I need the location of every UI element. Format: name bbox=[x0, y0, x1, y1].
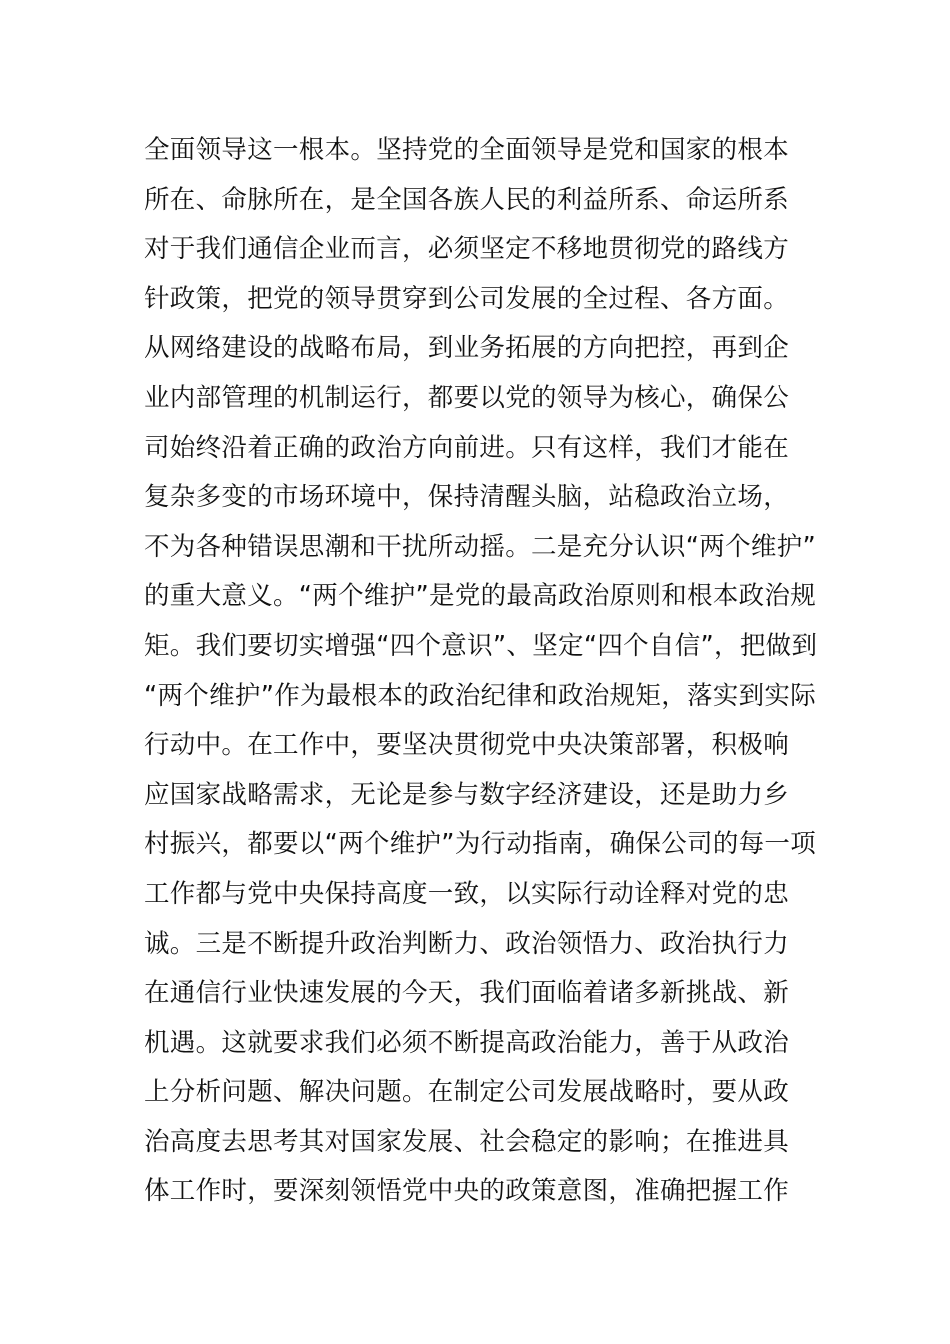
text-line: 治高度去思考其对国家发展、社会稳定的影响；在推进具 bbox=[144, 1126, 790, 1157]
text-line: 应国家战略需求，无论是参与数字经济建设，还是助力乡 bbox=[144, 779, 790, 810]
text-line: 在通信行业快速发展的今天，我们面临着诸多新挑战、新 bbox=[144, 978, 790, 1009]
text-line: “两个维护”作为最根本的政治纪律和政治规矩，落实到实际 bbox=[144, 680, 817, 711]
text-line: 上分析问题、解决问题。在制定公司发展战略时，要从政 bbox=[144, 1077, 790, 1108]
text-line: 工作都与党中央保持高度一致，以实际行动诠释对党的忠 bbox=[144, 878, 790, 909]
text-line: 不为各种错误思潮和干扰所动摇。二是充分认识“两个维护” bbox=[144, 531, 817, 562]
text-line: 的重大意义。“两个维护”是党的最高政治原则和根本政治规 bbox=[144, 581, 817, 612]
text-line: 体工作时，要深刻领悟党中央的政策意图，准确把握工作 bbox=[144, 1176, 790, 1207]
text-line: 针政策，把党的领导贯穿到公司发展的全过程、各方面。 bbox=[144, 283, 790, 314]
text-line: 对于我们通信企业而言，必须坚定不移地贯彻党的路线方 bbox=[144, 234, 790, 265]
text-line: 所在、命脉所在，是全国各族人民的利益所系、命运所系 bbox=[144, 184, 790, 215]
text-line: 行动中。在工作中，要坚决贯彻党中央决策部署，积极响 bbox=[144, 730, 790, 761]
text-line: 业内部管理的机制运行，都要以党的领导为核心，确保公 bbox=[144, 382, 790, 413]
text-line: 复杂多变的市场环境中，保持清醒头脑，站稳政治立场， bbox=[144, 482, 790, 513]
text-line: 全面领导这一根本。坚持党的全面领导是党和国家的根本 bbox=[144, 135, 790, 165]
text-line: 诚。三是不断提升政治判断力、政治领悟力、政治执行力 bbox=[144, 928, 790, 959]
text-line: 司始终沿着正确的政治方向前进。只有这样，我们才能在 bbox=[144, 432, 790, 463]
text-line: 机遇。这就要求我们必须不断提高政治能力，善于从政治 bbox=[144, 1027, 790, 1058]
body-text bbox=[144, 126, 824, 1217]
text-line: 村振兴，都要以“两个维护”为行动指南，确保公司的每一项 bbox=[144, 829, 817, 860]
text-line: 矩。我们要切实增强“四个意识”、坚定“四个自信”，把做到 bbox=[144, 630, 818, 661]
text-line: 从网络建设的战略布局，到业务拓展的方向把控，再到企 bbox=[144, 333, 790, 364]
